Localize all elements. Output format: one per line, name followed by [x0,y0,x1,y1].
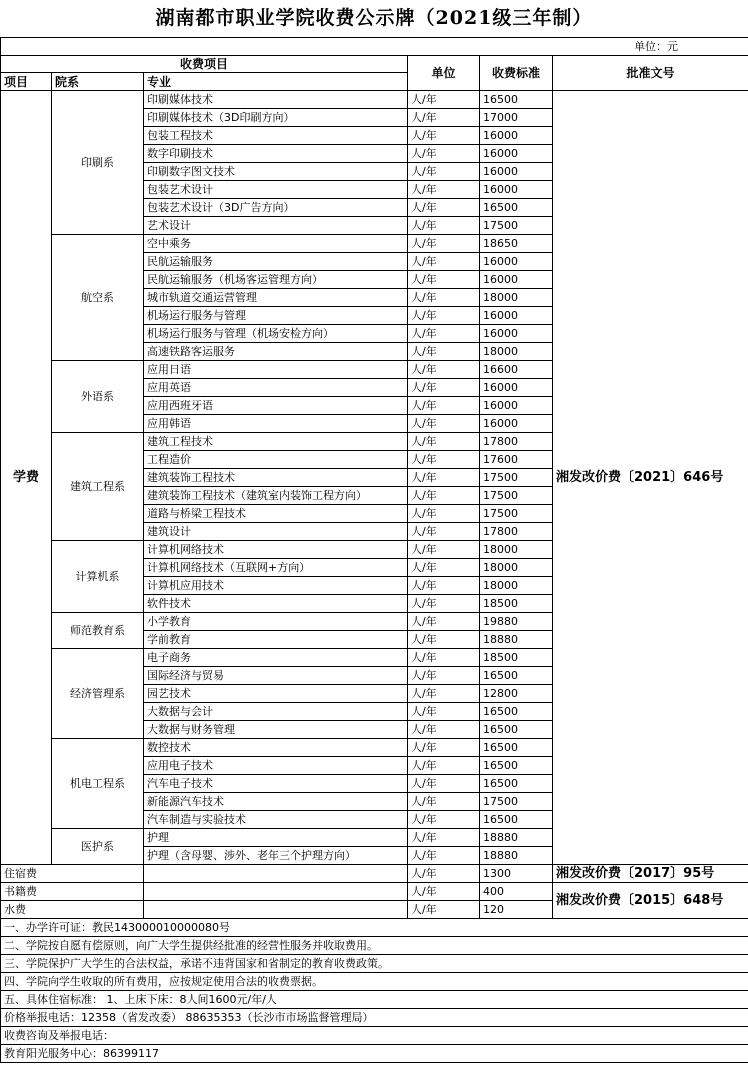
note-row [1,1009,748,1027]
fee-value: 16500 [480,199,553,217]
item-header: 项目 [1,73,52,91]
major-name: 应用日语 [144,361,408,379]
fee-value: 17500 [480,793,553,811]
other-fee-row [1,883,748,901]
unit-value: 人/年 [408,199,480,217]
fee-table [0,37,748,1063]
major-name: 道路与桥梁工程技术 [144,505,408,523]
major-name: 民航运输服务（机场客运管理方向） [144,271,408,289]
major-name: 护理 [144,829,408,847]
fee-value: 16500 [480,757,553,775]
major-name: 艺术设计 [144,217,408,235]
major-name: 空中乘务 [144,235,408,253]
unit-value: 人/年 [408,793,480,811]
unit-value: 人/年 [408,433,480,451]
other-fee-blank [144,865,408,883]
unit-value: 人/年 [408,397,480,415]
unit-value: 人/年 [408,217,480,235]
unit-value: 人/年 [408,235,480,253]
unit-value: 人/年 [408,415,480,433]
unit-value: 人/年 [408,595,480,613]
approval-header: 批准文号 [553,56,748,91]
unit-value: 人/年 [408,901,480,919]
major-name: 印刷数字图文技术 [144,163,408,181]
note-text: 三、学院保护广大学生的合法权益，承诺不违背国家和省制定的教育收费政策。 [1,955,748,973]
unit-value: 人/年 [408,559,480,577]
fee-value: 19880 [480,613,553,631]
major-name: 软件技术 [144,595,408,613]
fee-value: 16000 [480,271,553,289]
other-fee-blank [144,901,408,919]
note-row [1,955,748,973]
major-name: 建筑装饰工程技术（建筑室内装饰工程方向） [144,487,408,505]
unit-value: 人/年 [408,181,480,199]
fee-value: 16500 [480,703,553,721]
unit-value: 人/年 [408,847,480,865]
unit-value: 人/年 [408,721,480,739]
fee-value: 17800 [480,433,553,451]
unit-note: 单位：元 [1,38,748,56]
major-name: 国际经济与贸易 [144,667,408,685]
major-name: 汽车电子技术 [144,775,408,793]
major-name: 印刷媒体技术 [144,91,408,109]
unit-header: 单位 [408,56,480,91]
other-fee-blank [144,883,408,901]
major-name: 建筑工程技术 [144,433,408,451]
fee-value: 16500 [480,811,553,829]
unit-value: 人/年 [408,811,480,829]
fee-value: 18000 [480,343,553,361]
major-name: 民航运输服务 [144,253,408,271]
major-name: 计算机应用技术 [144,577,408,595]
unit-value: 人/年 [408,469,480,487]
note-text: 四、学院向学生收取的所有费用，应按规定使用合法的收费票据。 [1,973,748,991]
fee-item-group-header: 收费项目 [1,56,408,73]
major-name: 应用英语 [144,379,408,397]
department-name: 外语系 [52,361,144,433]
fee-value: 120 [480,901,553,919]
major-name: 学前教育 [144,631,408,649]
unit-value: 人/年 [408,829,480,847]
unit-value: 人/年 [408,145,480,163]
fee-value: 12800 [480,685,553,703]
note-text: 教育阳光服务中心：86399117 [1,1045,748,1063]
fee-table-body [1,38,748,1063]
fee-value: 16600 [480,361,553,379]
department-name: 计算机系 [52,541,144,613]
fee-value: 18000 [480,541,553,559]
major-name: 数字印刷技术 [144,145,408,163]
department-name: 师范教育系 [52,613,144,649]
major-name: 数控技术 [144,739,408,757]
unit-value: 人/年 [408,577,480,595]
fee-value: 17500 [480,217,553,235]
fee-value: 18500 [480,649,553,667]
major-name: 大数据与会计 [144,703,408,721]
fee-value: 18000 [480,559,553,577]
fee-value: 16000 [480,253,553,271]
fee-value: 16500 [480,775,553,793]
unit-value: 人/年 [408,667,480,685]
other-fee-label: 住宿费 [1,865,144,883]
note-row [1,991,748,1009]
unit-value: 人/年 [408,307,480,325]
note-row [1,1045,748,1063]
note-text: 二、学院按自愿有偿原则，向广大学生提供经批准的经营性服务并收取费用。 [1,937,748,955]
unit-value: 人/年 [408,109,480,127]
major-name: 包装艺术设计（3D广告方向） [144,199,408,217]
fee-value: 18000 [480,577,553,595]
note-row [1,937,748,955]
standard-header: 收费标准 [480,56,553,91]
fee-value: 16000 [480,163,553,181]
fee-value: 16000 [480,145,553,163]
unit-value: 人/年 [408,487,480,505]
major-name: 包装艺术设计 [144,181,408,199]
fee-value: 16000 [480,415,553,433]
major-name: 园艺技术 [144,685,408,703]
major-name: 建筑装饰工程技术 [144,469,408,487]
other-fee-row [1,865,748,883]
fee-value: 17500 [480,487,553,505]
major-name: 大数据与财务管理 [144,721,408,739]
department-name: 印刷系 [52,91,144,235]
note-text: 五、具体住宿标准： 1、上床下床：8人间1600元/年/人 [1,991,748,1009]
major-name: 包装工程技术 [144,127,408,145]
unit-value: 人/年 [408,883,480,901]
department-name: 航空系 [52,235,144,361]
note-text: 一、办学许可证：教民143000010000080号 [1,919,748,937]
major-name: 城市轨道交通运营管理 [144,289,408,307]
major-name: 建筑设计 [144,523,408,541]
major-name: 机场运行服务与管理（机场安检方向） [144,325,408,343]
unit-value: 人/年 [408,775,480,793]
unit-value: 人/年 [408,289,480,307]
note-text: 收费咨询及举报电话： [1,1027,748,1045]
major-name: 应用西班牙语 [144,397,408,415]
fee-value: 16000 [480,379,553,397]
fee-value: 400 [480,883,553,901]
other-fee-label: 水费 [1,901,144,919]
major-name: 计算机网络技术（互联网+方向） [144,559,408,577]
fee-value: 16000 [480,127,553,145]
unit-value: 人/年 [408,649,480,667]
fee-value: 16000 [480,181,553,199]
unit-value: 人/年 [408,685,480,703]
books-water-approval: 湘发改价费〔2015〕648号 [553,883,748,919]
major-header: 专业 [144,73,408,91]
fee-value: 18500 [480,595,553,613]
department-name: 建筑工程系 [52,433,144,541]
fee-value: 18000 [480,289,553,307]
unit-value: 人/年 [408,271,480,289]
accommodation-approval: 湘发改价费〔2017〕95号 [553,865,748,883]
fee-value: 18880 [480,631,553,649]
unit-value: 人/年 [408,703,480,721]
unit-value: 人/年 [408,91,480,109]
unit-value: 人/年 [408,739,480,757]
fee-value: 16000 [480,325,553,343]
fee-value: 16500 [480,667,553,685]
major-name: 小学教育 [144,613,408,631]
unit-value: 人/年 [408,613,480,631]
header-row-1 [1,56,748,73]
major-name: 护理（含母婴、涉外、老年三个护理方向） [144,847,408,865]
major-name: 工程造价 [144,451,408,469]
fee-value: 17500 [480,469,553,487]
major-name: 应用韩语 [144,415,408,433]
unit-value: 人/年 [408,523,480,541]
other-fee-label: 书籍费 [1,883,144,901]
unit-value: 人/年 [408,361,480,379]
note-row [1,973,748,991]
unit-value: 人/年 [408,541,480,559]
unit-value: 人/年 [408,505,480,523]
unit-value: 人/年 [408,127,480,145]
fee-value: 18880 [480,847,553,865]
department-name: 医护系 [52,829,144,865]
major-name: 高速铁路客运服务 [144,343,408,361]
major-name: 汽车制造与实验技术 [144,811,408,829]
fee-value: 18880 [480,829,553,847]
major-name: 印刷媒体技术（3D印刷方向） [144,109,408,127]
page-title: 湖南都市职业学院收费公示牌（2021级三年制） [155,7,593,29]
note-row [1,1027,748,1045]
tuition-approval: 湘发改价费〔2021〕646号 [553,91,748,865]
fee-value: 16000 [480,397,553,415]
unit-value: 人/年 [408,631,480,649]
unit-value: 人/年 [408,253,480,271]
tuition-label: 学费 [1,91,52,865]
unit-value: 人/年 [408,379,480,397]
major-name: 新能源汽车技术 [144,793,408,811]
unit-note-row [1,38,748,56]
fee-value: 16000 [480,307,553,325]
fee-value: 17500 [480,505,553,523]
note-text: 价格举报电话：12358（省发改委） 88635353（长沙市市场监督管理局） [1,1009,748,1027]
fee-value: 18650 [480,235,553,253]
major-name: 电子商务 [144,649,408,667]
fee-value: 17000 [480,109,553,127]
unit-value: 人/年 [408,865,480,883]
fee-value: 1300 [480,865,553,883]
unit-value: 人/年 [408,343,480,361]
fee-value: 17600 [480,451,553,469]
department-name: 机电工程系 [52,739,144,829]
major-name: 机场运行服务与管理 [144,307,408,325]
unit-value: 人/年 [408,451,480,469]
note-row [1,919,748,937]
department-header: 院系 [52,73,144,91]
table-row [1,91,748,109]
fee-value: 16500 [480,91,553,109]
fee-value: 16500 [480,721,553,739]
unit-value: 人/年 [408,163,480,181]
major-name: 计算机网络技术 [144,541,408,559]
fee-value: 17800 [480,523,553,541]
unit-value: 人/年 [408,757,480,775]
major-name: 应用电子技术 [144,757,408,775]
department-name: 经济管理系 [52,649,144,739]
unit-value: 人/年 [408,325,480,343]
fee-value: 16500 [480,739,553,757]
